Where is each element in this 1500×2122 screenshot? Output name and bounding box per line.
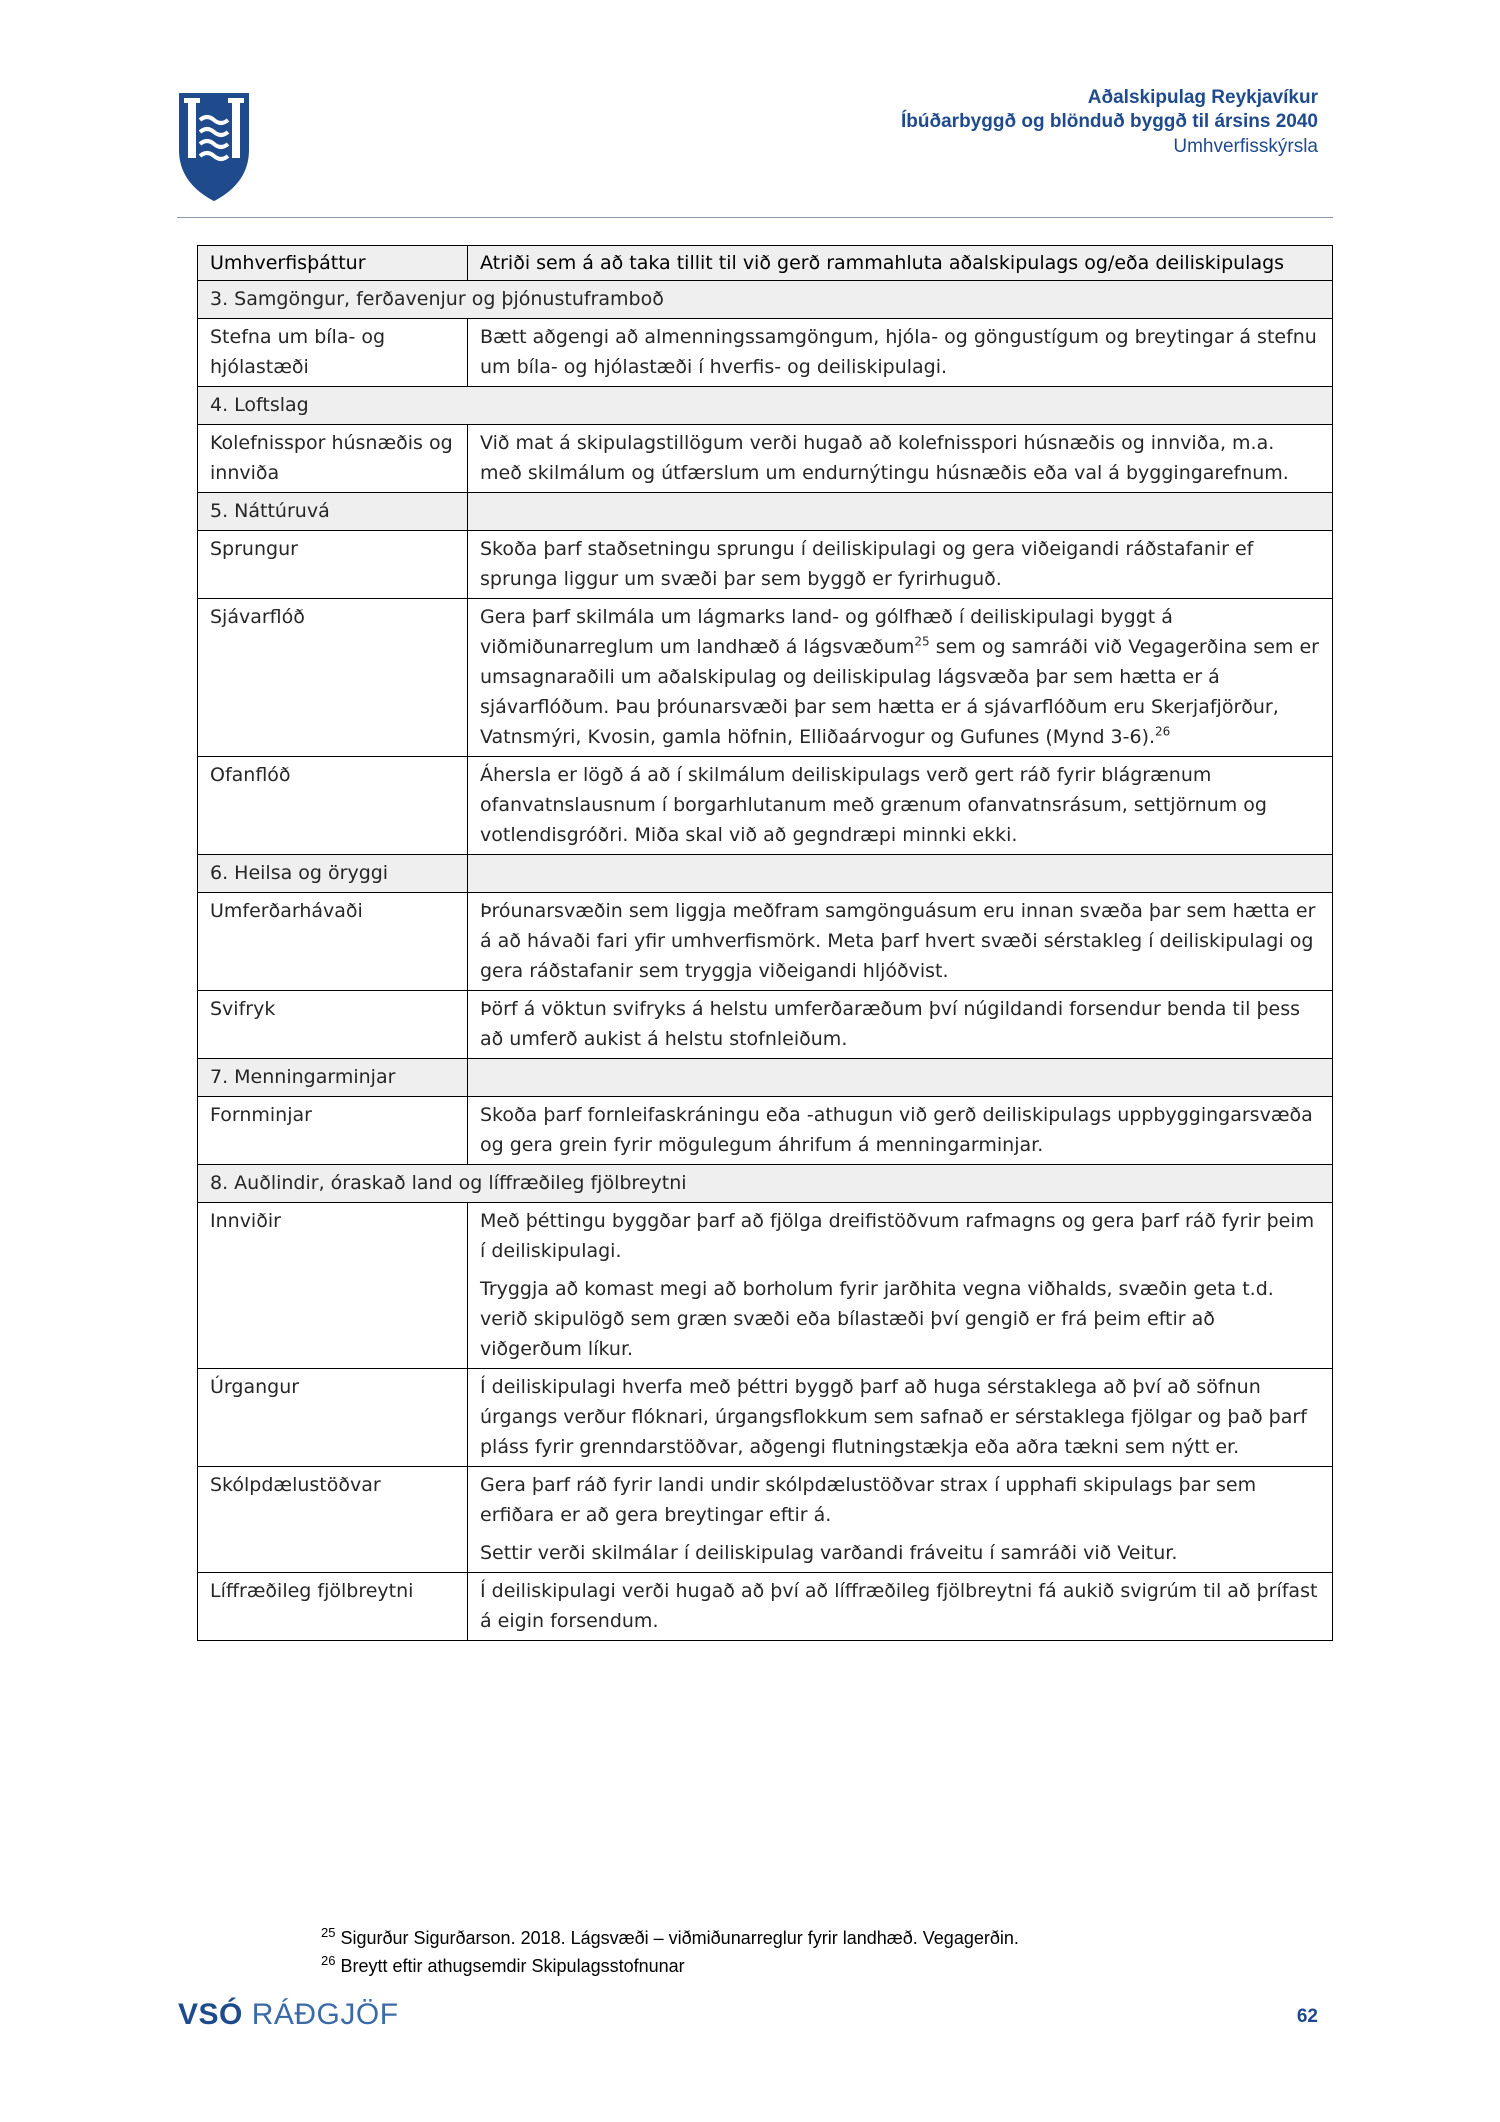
page-number: 62 <box>1296 2006 1318 2027</box>
environmental-factors-table <box>197 245 1332 1641</box>
vso-radgjof-logo <box>178 1998 399 2032</box>
consideration-text-part2: sem og samráði við Vegagerðina sem er umsagnaraðili um aðalskipulag og deiliskipulag lágsvæða þar sem hætta er á sjávarflóðum. Þau þróunarsvæði þar sem hætta er á sjávarflóðum eru Skerjafjörður, Vatnsmýri, Kvosin, gamla höfnin, Elliðaárvogur og Gufunes (Mynd 3-6). <box>480 636 1319 748</box>
logo-bold-text: VSÓ <box>178 1998 243 2031</box>
section-heading: 6. Heilsa og öryggi <box>198 855 468 893</box>
table-row <box>198 991 1333 1059</box>
factor-cell: Sjávarflóð <box>198 599 468 757</box>
section-heading: 7. Menningarminjar <box>198 1059 468 1097</box>
table-row <box>198 1203 1333 1369</box>
consideration-paragraph: Gera þarf ráð fyrir landi undir skólpdælustöðvar strax í upphafi skipulags þar sem erfiðara er að gera breytingar eftir á. <box>480 1474 1257 1526</box>
footnote-text: Breytt eftir athugsemdir Skipulagsstofnunar <box>335 1956 685 1976</box>
consideration-cell: Bætt aðgengi að almenningssamgöngum, hjóla- og göngustígum og breytingar á stefnu um bíla- og hjólastæði í hverfis- og deiliskipulagi. <box>468 319 1333 387</box>
logo-light-text: RÁÐGJÖF <box>242 1998 399 2031</box>
table-row <box>198 1097 1333 1165</box>
header-subtitle: Íbúðarbyggð og blönduð byggð til ársins 2040 <box>901 111 1318 132</box>
factor-cell: Líffræðileg fjölbreytni <box>198 1573 468 1641</box>
consideration-cell: Í deiliskipulagi hverfa með þéttri byggð þarf að huga sérstaklega að því að söfnun úrgangs verður flóknari, úrgangsflokkum sem safnað er sérstaklega fjölgar og það þarf pláss fyrir grenndarstöðvar, aðgengi flutningstækja eða aðra tækni sem nýtt er. <box>468 1369 1333 1467</box>
table-row <box>198 1573 1333 1641</box>
consideration-paragraph: Tryggja að komast megi að borholum fyrir jarðhita vegna viðhalds, svæðin geta t.d. verið skipulögð sem græn svæði eða bílastæði því gengið er frá þeim eftir að viðgerðum líkur. <box>480 1278 1274 1360</box>
factor-cell: Fornminjar <box>198 1097 468 1165</box>
table-row <box>198 599 1333 757</box>
table-row <box>198 319 1333 387</box>
footnote-ref: 26 <box>1155 724 1171 739</box>
section-row <box>198 493 1333 531</box>
factor-cell: Innviðir <box>198 1203 468 1369</box>
table-row <box>198 425 1333 493</box>
table-row <box>198 893 1333 991</box>
factor-cell: Kolefnisspor húsnæðis og innviða <box>198 425 468 493</box>
section-row <box>198 387 1333 425</box>
footnote-ref: 25 <box>914 634 930 649</box>
consideration-cell <box>468 599 1333 757</box>
consideration-text-part1: Gera þarf skilmála um lágmarks land- og gólfhæð í deiliskipulagi byggt á viðmiðunarreglum um landhæð á lágsvæðum <box>480 606 1173 658</box>
col-header-factor: Umhverfisþáttur <box>198 246 468 281</box>
consideration-paragraph: Settir verði skilmálar í deiliskipulag varðandi fráveitu í samráði við Veitur. <box>480 1542 1178 1564</box>
section-heading: 8. Auðlindir, óraskað land og líffræðileg fjölbreytni <box>198 1165 1333 1203</box>
footnotes <box>321 1924 1019 1980</box>
consideration-cell: Þörf á vöktun svifryks á helstu umferðaræðum því núgildandi forsendur benda til þess að umferð aukist á helstu stofnleiðum. <box>468 991 1333 1059</box>
section-empty-cell <box>468 855 1333 893</box>
consideration-cell <box>468 1467 1333 1573</box>
section-row <box>198 1165 1333 1203</box>
reykjavik-coat-of-arms-logo <box>178 90 250 202</box>
section-row <box>198 1059 1333 1097</box>
header-divider <box>177 217 1333 218</box>
table-row <box>198 1369 1333 1467</box>
section-empty-cell <box>468 493 1333 531</box>
consideration-cell: Áhersla er lögð á að í skilmálum deiliskipulags verð gert ráð fyrir blágrænum ofanvatnslausnum í borgarhlutanum með grænum ofanvatnsrásum, settjörnum og votlendisgróðri. Miða skal við að gegndræpi minnki ekki. <box>468 757 1333 855</box>
consideration-paragraph: Með þéttingu byggðar þarf að fjölga dreifistöðvum rafmagns og gera þarf ráð fyrir þeim í deiliskipulagi. <box>480 1210 1315 1262</box>
document-header <box>901 86 1318 160</box>
header-title: Aðalskipulag Reykjavíkur <box>1087 87 1318 108</box>
footnote-25 <box>321 1924 1019 1952</box>
consideration-cell <box>468 1203 1333 1369</box>
consideration-cell: Í deiliskipulagi verði hugað að því að líffræðileg fjölbreytni fá aukið svigrúm til að þrífast á eigin forsendum. <box>468 1573 1333 1641</box>
header-doc-type: Umhverfisskýrsla <box>1173 136 1318 157</box>
consideration-cell: Skoða þarf staðsetningu sprungu í deiliskipulagi og gera viðeigandi ráðstafanir ef sprunga liggur um svæði þar sem byggð er fyrirhuguð. <box>468 531 1333 599</box>
consideration-cell: Skoða þarf fornleifaskráningu eða -athugun við gerð deiliskipulags uppbyggingarsvæða og gera grein fyrir mögulegum áhrifum á menningarminjar. <box>468 1097 1333 1165</box>
footnote-number: 26 <box>321 1953 336 1968</box>
factor-cell: Umferðarhávaði <box>198 893 468 991</box>
footnote-number: 25 <box>321 1925 336 1940</box>
section-heading: 4. Loftslag <box>198 387 1333 425</box>
section-heading: 3. Samgöngur, ferðavenjur og þjónustuframboð <box>198 281 1333 319</box>
consideration-cell: Þróunarsvæðin sem liggja meðfram samgönguásum eru innan svæða þar sem hætta er á að hávaði fari yfir umhverfismörk. Meta þarf hvert svæði sérstakleg í deiliskipulagi og gera ráðstafanir sem tryggja viðeigandi hljóðvist. <box>468 893 1333 991</box>
footnote-26 <box>321 1952 1019 1980</box>
table-header-row <box>198 246 1333 281</box>
col-header-considerations: Atriði sem á að taka tillit til við gerð rammahluta aðalskipulags og/eða deiliskipulags <box>468 246 1333 281</box>
factor-cell: Úrgangur <box>198 1369 468 1467</box>
factor-cell: Stefna um bíla- og hjólastæði <box>198 319 468 387</box>
section-heading: 5. Náttúruvá <box>198 493 468 531</box>
section-empty-cell <box>468 1059 1333 1097</box>
factor-cell: Ofanflóð <box>198 757 468 855</box>
table-row <box>198 757 1333 855</box>
table-row <box>198 1467 1333 1573</box>
factor-cell: Sprungur <box>198 531 468 599</box>
factor-cell: Skólpdælustöðvar <box>198 1467 468 1573</box>
footnote-text: Sigurður Sigurðarson. 2018. Lágsvæði – viðmiðunarreglur fyrir landhæð. Vegagerðin. <box>335 1928 1019 1948</box>
section-row <box>198 855 1333 893</box>
section-row <box>198 281 1333 319</box>
consideration-cell: Við mat á skipulagstillögum verði hugað að kolefnisspori húsnæðis og innviða, m.a. með skilmálum og útfærslum um endurnýtingu húsnæðis eða val á byggingarefnum. <box>468 425 1333 493</box>
factor-cell: Svifryk <box>198 991 468 1059</box>
table-row <box>198 531 1333 599</box>
